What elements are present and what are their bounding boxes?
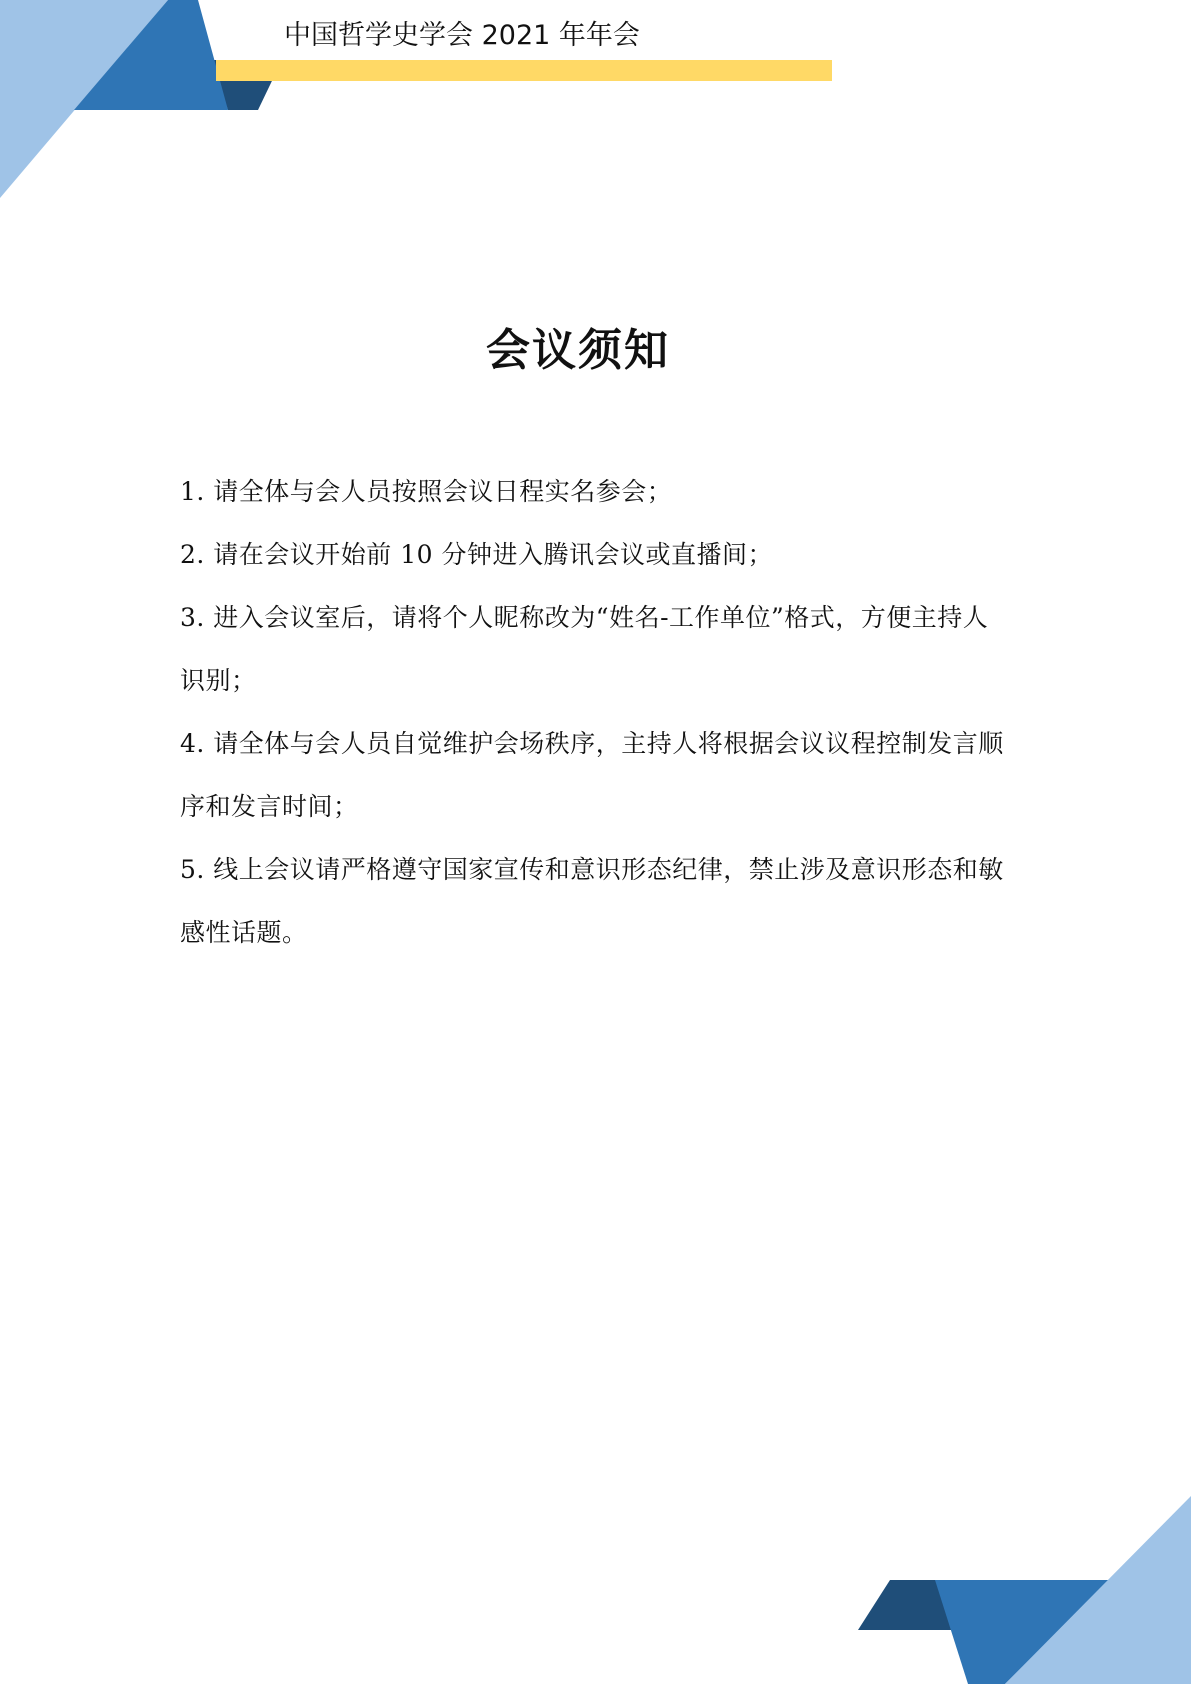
header-yellow-bar [216, 60, 832, 81]
notice-item-2: 2. 请在会议开始前 10 分钟进入腾讯会议或直播间； [180, 540, 774, 569]
notice-item-1: 1. 请全体与会人员按照会议日程实名参会； [180, 477, 673, 506]
notice-item-4: 4. 请全体与会人员自觉维护会场秩序，主持人将根据会议议程控制发言顺序和发言时间； [180, 729, 1004, 821]
notice-item-3: 3. 进入会议室后，请将个人昵称改为“姓名-工作单位”格式，方便主持人识别； [180, 603, 989, 695]
notice-list [180, 460, 1010, 964]
header-title: 中国哲学史学会 2021 年年会 [284, 20, 640, 51]
document-title: 会议须知 [486, 325, 670, 377]
notice-item-5: 5. 线上会议请严格遵守国家宣传和意识形态纪律，禁止涉及意识形态和敏感性话题。 [180, 855, 1004, 947]
